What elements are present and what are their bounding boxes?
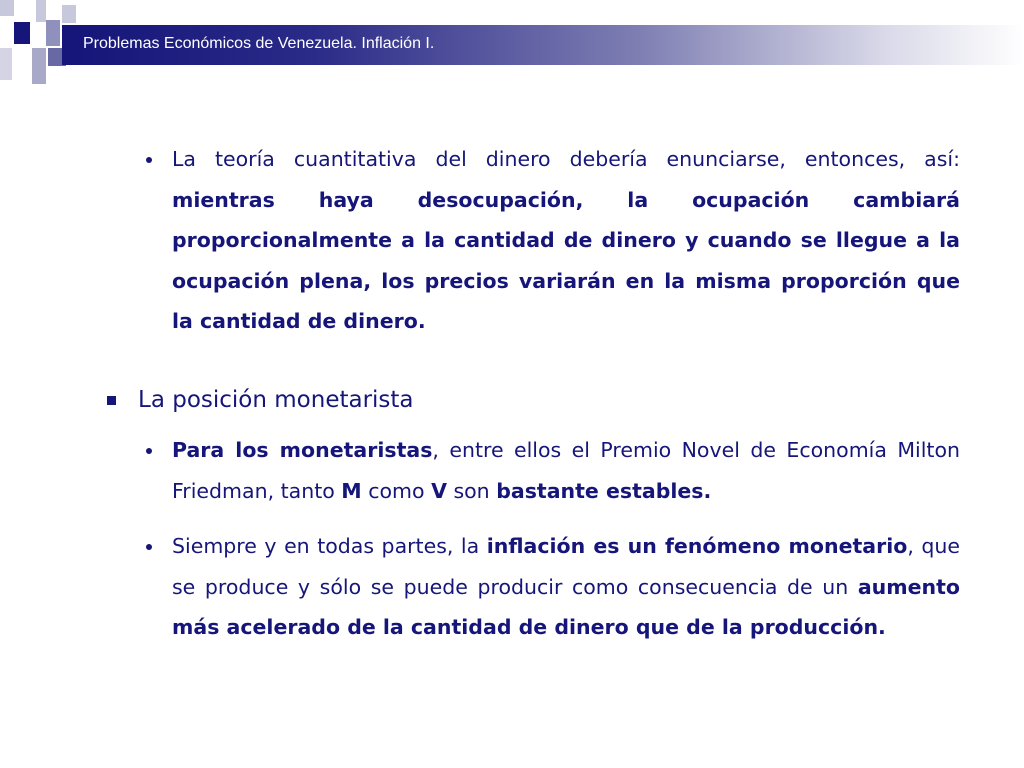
paragraph-emphasis: aumento más acelerado de la cantidad de dinero que de la producción.	[172, 574, 960, 639]
bullet-dot	[146, 448, 152, 454]
paragraph-emphasis: V	[431, 478, 447, 503]
paragraph-emphasis: M	[341, 478, 362, 503]
square-bullet	[107, 396, 116, 405]
ornament-square	[36, 0, 46, 22]
paragraph-inflation	[172, 526, 960, 648]
ornament-square	[32, 48, 46, 84]
paragraph-emphasis: inflación es un fenómeno monetario	[486, 534, 908, 558]
paragraph-quantity-theory	[172, 139, 960, 342]
paragraph-text: , entre ellos el Premio Novel de Economía Milton Friedman, tanto	[172, 438, 960, 503]
slide-title: Problemas Económicos de Venezuela. Inflación I.	[83, 35, 435, 52]
paragraph-text: , que se produce y sólo se puede producir como consecuencia de un	[172, 534, 961, 599]
paragraph-monetarists	[172, 430, 960, 511]
bullet-dot	[146, 157, 152, 163]
ornament-square	[62, 25, 76, 65]
section-heading: La posición monetarista	[138, 387, 414, 413]
ornament-square	[0, 0, 14, 16]
paragraph-text: La teoría cuantitativa del dinero debería enunciarse, entonces, así:	[172, 147, 960, 171]
ornament-square	[0, 48, 12, 80]
bullet-dot	[146, 544, 152, 550]
paragraph-text: Siempre y en todas partes, la	[172, 534, 487, 558]
paragraph-emphasis: Para los monetaristas	[172, 438, 433, 462]
paragraph-text: como	[361, 478, 432, 503]
paragraph-emphasis: bastante estables.	[496, 478, 712, 503]
paragraph-text: son	[446, 478, 497, 503]
ornament-square	[46, 20, 60, 46]
ornament-square	[14, 22, 30, 44]
paragraph-emphasis: mientras haya desocupación, la ocupación cambiará proporcionalmente a la cantidad de dinero y cuando se llegue a la ocupación plena, los precios variarán en la misma proporción que la cantidad de dinero.	[172, 187, 960, 333]
ornament-square	[62, 5, 76, 23]
